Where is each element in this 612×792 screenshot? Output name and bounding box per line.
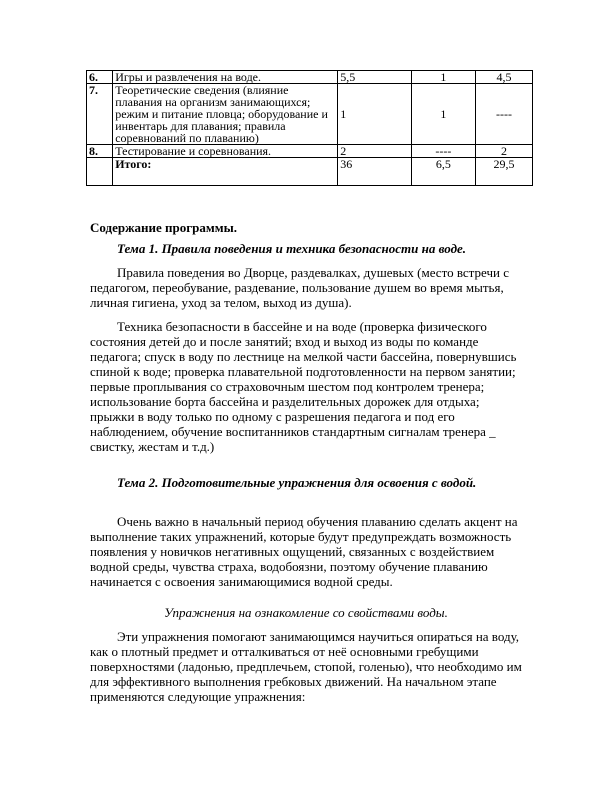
topic1-paragraph: Техника безопасности в бассейне и на воде (проверка физического состояния детей до и после занятий; вход и выход из воды по команде педагога; спуск в воду по лестнице на мелкой части бассейна, повернувшись спиной к воде; проверка плавательной подготовленности на первом занятии; первые проплывания со страховочным шестом под контролем тренера; использование борта бассейна и разделительных дорожек для отдыха; прыжки в воду только по одному с разрешения педагога и под его наблюдением, обучение воспитанников стандартным сигналам тренера _ свистку, жестам и т.д.) <box>90 319 517 454</box>
row-hours-total: 5,5 <box>338 71 412 84</box>
topic1-paragraph: Правила поведения во Дворце, раздевалках, душевых (место встречи с педагогом, переобувание, раздевание, пользование душем во время мытья, личная гигиена, уход за телом, выход из душа). <box>90 265 509 310</box>
row-hours-total: 1 <box>338 84 412 145</box>
table-row-total <box>87 158 533 186</box>
row-hours-theory: 1 <box>411 84 475 145</box>
row-number: 8. <box>87 145 113 158</box>
total-label: Итого: <box>113 158 338 186</box>
total-theory: 6,5 <box>411 158 475 186</box>
topic1-heading: Тема 1. Правила поведения и техника безопасности на воде. <box>117 241 467 256</box>
row-hours-practice: ---- <box>475 84 532 145</box>
table-row <box>87 145 533 158</box>
row-hours-theory: ---- <box>411 145 475 158</box>
table-row <box>87 84 533 145</box>
row-hours-practice: 2 <box>475 145 532 158</box>
row-topic: Теоретические сведения (влияние плавания на организм занимающихся; режим и питание пловца; оборудование и инвентарь для плавания; правила соревнований по плаванию) <box>113 84 338 145</box>
row-hours-total: 2 <box>338 145 412 158</box>
section-title: Содержание программы. <box>90 220 237 235</box>
row-number: 6. <box>87 71 113 84</box>
topic2-paragraph: Очень важно в начальный период обучения плаванию сделать акцент на выполнение таких упражнений, которые будут предупреждать возможность появления у новичков негативных ощущений, связанных с воздействием водной среды, чувства страха, водобоязни, поэтому обучение плаванию начинается с освоения занимающимися водной среды. <box>90 514 518 589</box>
table-row <box>87 71 533 84</box>
row-number: 7. <box>87 84 113 145</box>
exercises-subheading: Упражнения на ознакомление со свойствами воды. <box>164 605 448 620</box>
row-topic: Тестирование и соревнования. <box>113 145 338 158</box>
row-hours-theory: 1 <box>411 71 475 84</box>
total-hours: 36 <box>338 158 412 186</box>
lesson-plan-table <box>86 70 533 186</box>
topic2-heading: Тема 2. Подготовительные упражнения для освоения с водой. <box>117 475 477 490</box>
row-number <box>87 158 113 186</box>
topic2-paragraph: Эти упражнения помогают занимающимся научиться опираться на воду, как о плотный предмет и отталкиваться от неё основными гребущими поверхностями (ладонью, предплечьем, стопой, голенью), что необходимо им для эффективного выполнения гребковых движений. На начальном этапе применяются следующие упражнения: <box>90 629 522 704</box>
row-hours-practice: 4,5 <box>475 71 532 84</box>
row-topic: Игры и развлечения на воде. <box>113 71 338 84</box>
total-practice: 29,5 <box>475 158 532 186</box>
